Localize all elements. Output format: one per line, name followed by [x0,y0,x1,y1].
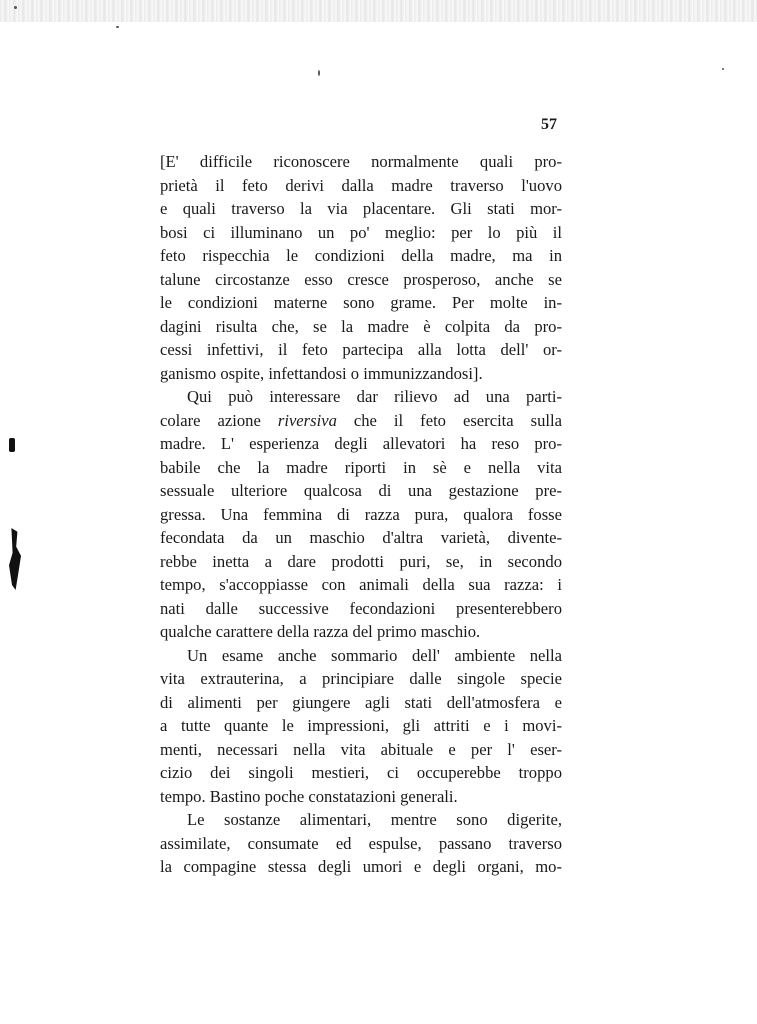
text-line: assimilate, consumate ed espulse, passano traverso [160,833,562,853]
scan-speck [318,70,320,76]
text-line: vita extrauterina, a principiare dalle singole specie [160,669,562,688]
binding-mark-large [9,528,21,590]
scan-speck [116,26,119,28]
text-line: ganismo ospite, infettandosi o immunizzandosi]. [160,363,483,383]
text-line: a tutte quante le impressioni, gli attriti e i movi- [160,716,562,735]
text-line: e quali traverso la via placentare. Gli stati mor- [160,199,562,218]
text-line: la compagine stessa degli umori e degli organi, mo- [160,857,562,876]
text-line: le condizioni materne sono grame. Per molte in- [160,293,562,312]
text-line: [E' difficile riconoscere normalmente quali pro- [160,152,562,171]
text-line: tempo. Bastino poche constatazioni generali. [160,786,458,806]
text-line: Qui può interessare dar rilievo ad una parti- [187,387,562,406]
text-line: nati dalle successive fecondazioni presenterebbero [160,598,562,618]
text-line: menti, necessari nella vita abituale e per l' eser- [160,739,562,759]
text-line: Un esame anche sommario dell' ambiente nella [187,645,562,665]
text-line: talune circostanze esso cresce prosperoso, anche se [160,269,562,289]
text-line: madre. L' esperienza degli allevatori ha reso pro- [160,434,562,453]
italic-term: riversiva [277,410,337,430]
scan-speck [14,6,17,9]
text-line: qualche carattere della razza del primo maschio. [160,622,481,641]
text-line: dagini risulta che, se la madre è colpita da pro- [160,316,562,336]
scan-speck [722,68,724,70]
body-text [160,150,562,879]
text-line: fecondata da un maschio d'altra varietà, divente- [160,528,562,547]
page-number: 57 [541,116,557,133]
text-line: prietà il feto derivi dalla madre traverso l'uovo [160,175,562,195]
text-line: bosi ci illuminano un po' meglio: per lo più il [160,222,562,242]
text-line: colare azione riversiva che il feto esercita sulla [160,410,562,430]
text-line: feto rispecchia le condizioni della madre, ma in [160,246,562,265]
text-line: di alimenti per giungere agli stati dell'atmosfera e [160,692,562,712]
text-line: Le sostanze alimentari, mentre sono digerite, [187,810,562,829]
text-line: cizio dei singoli mestieri, ci occuperebbe troppo [160,763,562,782]
text-line: tempo, s'accoppiasse con animali della sua razza: i [160,575,562,594]
text-line: babile che la madre riporti in sè e nella vita [160,457,562,477]
text-line: sessuale ulteriore qualcosa di una gestazione pre- [160,481,562,500]
text-line: gressa. Una femmina di razza pura, qualora fosse [160,504,562,524]
scan-noise-top-edge [0,0,757,22]
text-line: rebbe inetta a dare prodotti puri, se, in secondo [160,551,562,571]
binding-mark-small [9,438,15,452]
text-line: cessi infettivi, il feto partecipa alla lotta dell' or- [160,340,562,359]
